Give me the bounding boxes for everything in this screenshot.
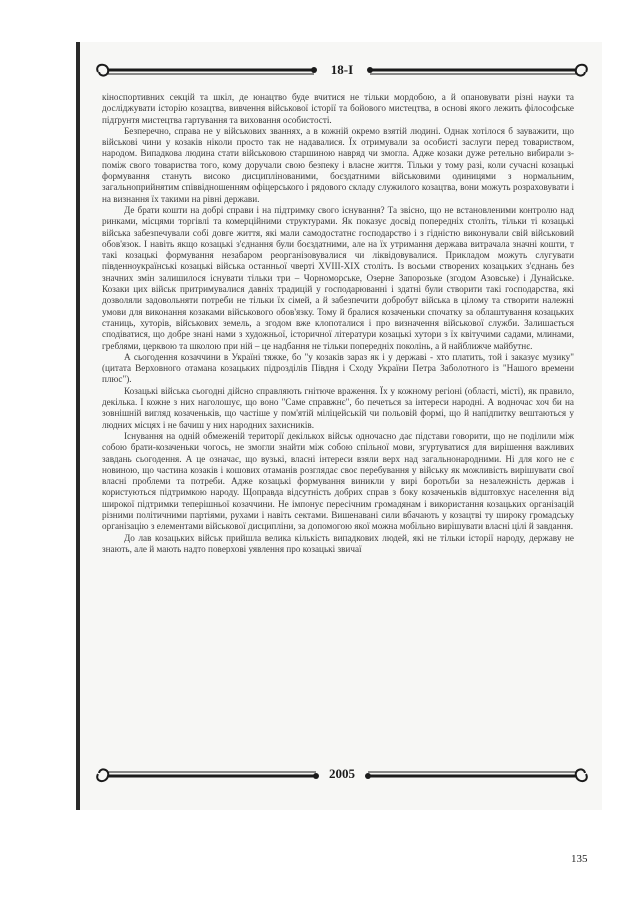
- paragraph: А сьогодення козаччини в Україні тяжке, бо "у козаків зараз як і у державі - хто платить, той і заказує музику" (цитата Верховного отамана козацьких підрозділів Півдня і Сходу України Петра Заболотного із "Нашого времени плюс").: [102, 351, 574, 385]
- page-number: 135: [571, 853, 588, 865]
- top-ornament-border: [92, 60, 592, 80]
- footer-year: 2005: [323, 766, 361, 782]
- bottom-ornament-border: [92, 764, 592, 784]
- paragraph: До лав козацьких військ прийшла велика кількість випадкових людей, які не тільки історії народу, державу не знають, але й мають надто поверхові уявлення про козацькі звичаї: [102, 532, 574, 554]
- header-page-label: 18-I: [325, 62, 359, 78]
- paragraph: Безперечно, справа не у військових званнях, а в кожній окремо взятій людині. Однак хотілося б зауважити, що військові чини у козаків ніколи просто так не надавалися. Їх отримували за особисті заслуги перед товариством, народом. Випадкова людина стати військовою старшиною навряд чи змогла. Адже козаки дуже ретельно вибирали з-поміж свого товариства того, кому доручали свою безпеку і власне життя. Тільки у тому разі, коли сучасні козацькі формування стануть високо дисциплінованими, боєздатними військовими одиницями з нормальним, загальноприйнятим співвідношенням офіцерського і рядового складу служилого козацтва, вони можуть розраховувати і на визнання їх такими на рівні держави.: [102, 125, 574, 204]
- paragraph: кіноспортивних секцій та шкіл, де юнацтво буде вчитися не тільки мордобою, а й опановувати різні науки та досліджувати історію козацтва, вивчення військової історії та бойового мистецтва, в основі якого лежить філософське підґрунтя мистецтва гартування та виховання особистості.: [102, 92, 574, 125]
- paragraph: Де брати кошти на добрі справи і на підтримку свого існування? Та звісно, що не встановленими контролю над ринками, місцями торгівлі та комерційними структурами. Як показує досвід попередніх століть, тільки ті козацькі війська забезпечували собі довге життя, які мали самодостатнє господарство і з гідністю виконували свій військовий обов'язок. І навіть якщо козацькі з'єднання були боєздатними, але на їх утримання держава витрачала значні кошти, т такі козацькі формування незабаром реорганізовувалися чи ліквідовувалися. Прикладом можуть слугувати південноукраїнські козацькі війська останньої чверті XVIII-XIX століть. Із восьми створених козацьких з'єднань без значних змін залишилося існувати тільки три – Чорноморське, Озерне Запорозьке (згодом Азовське) і Дунайське. Козаки цих військ притримувалися давніх традицій у господарюванні і здатні були створити такі господарства, які дозволяли задовольняти потреби не тільки їх сімей, а й забезпечити добробут війська в цілому та створити належні умови для виконання козаками військового обов'язку. Тому й бралися козаченьки спочатку за облаштування козацьких станиць, хуторів, військових земель, а згодом вже клопоталися і про визначення військової служби. Залишається сподіватися, що добре знані нами з художньої, історичної літератури козацькі хутори з їх квітучими садами, млинами, греблями, церквою та школою при ній – це надбання не тільки попередніх поколінь, а й найближче майбутнє.: [102, 204, 574, 351]
- article-body: [102, 92, 574, 752]
- paragraph: Козацькі війська сьогодні дійсно справляють гнітюче враження. Їх у кожному регіоні (області, місті), як правило, декілька. І кожне з них наголошує, що воно "Саме справжнє", бо печеться за інтереси народні. А водночас хоч би на зовнішній вигляд козаченьків, що частіше у пом'ятій міліцейській чи польовій формі, що й напідпитку вештаються у людних місцях і не бачиш у них народних захисників.: [102, 385, 574, 430]
- scan-left-edge: [76, 42, 80, 810]
- scanned-page: [76, 42, 602, 810]
- paragraph: Існування на одній обмеженій території декількох військ одночасно дає підстави говорити, що не поділили між собою брати-козаченьки чогось, не змогли знайти між собою спільної мови, згуртуватися для вирішення важливих завдань сьогодення. А це означає, що вузькі, власні інтереси взяли верх над загальнонародними. Ні для кого не є новиною, що частина козаків і кошових отаманів розглядає своє перебування у війську як можливість вирішувати свої власні проблеми та потреби. Адже козацькі формування виникли у вирі боротьби за незалежність держав і користуються підтримкою народу. Щоправда відсутність добрих справ з боку козаченьків відштовхує населення від широкої підтримки теперішньої козаччини. Не імпонує пересічним громадянам і використання козацьких організацій різними політичними партіями, рухами і навіть сектами. Вишенавані сили вбачають у козацтві ту широку громадську організацію з елементами військової дисципліни, за допомогою якої можна мобільно вирішувати власні цілі й завдання.: [102, 430, 574, 532]
